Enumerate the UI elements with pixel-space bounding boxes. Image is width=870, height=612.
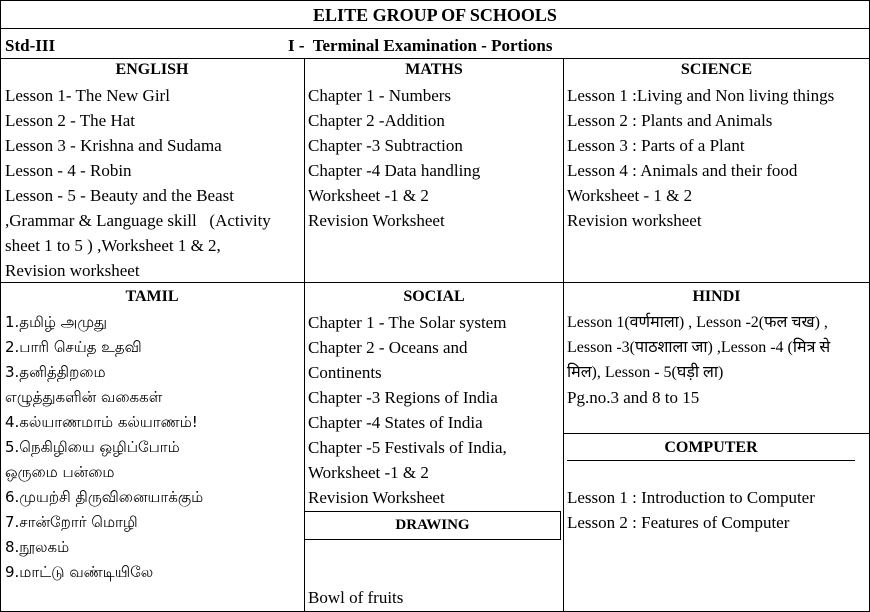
social-heading: SOCIAL: [403, 288, 465, 305]
list-item: 5.நெகிழியை ஒழிப்போம்: [5, 438, 180, 456]
list-item: Lesson 1(वर्णमाला) , Lesson -2(फल चख) ,: [567, 314, 828, 331]
science-list: [567, 83, 834, 233]
list-item: Lesson 1- The New Girl: [5, 86, 170, 105]
list-item: Chapter 1 - Numbers: [308, 86, 452, 105]
science-heading: SCIENCE: [680, 61, 753, 78]
list-item: Lesson - 4 - Robin: [5, 161, 132, 180]
english-list: [5, 83, 271, 283]
list-item: Chapter 2 - Oceans and: [308, 338, 468, 357]
list-item: Lesson 2 : Plants and Animals: [567, 111, 773, 130]
list-item: sheet 1 to 5 ) ,Worksheet 1 & 2,: [5, 236, 221, 255]
list-item: Lesson 1 :Living and Non living things: [567, 86, 835, 105]
rule-top: [0, 0, 870, 1]
list-item: Revision worksheet: [5, 261, 140, 280]
drawing-heading: DRAWING: [395, 517, 470, 533]
exam-title: I - Terminal Examination - Portions: [288, 36, 553, 55]
list-item: Worksheet - 1 & 2: [567, 186, 693, 205]
list-item: Revision Worksheet: [308, 488, 445, 507]
tamil-heading: TAMIL: [125, 288, 179, 305]
std-label: Std-III: [5, 36, 56, 55]
rule-col2: [563, 58, 564, 612]
list-item: Worksheet -1 & 2: [308, 186, 429, 205]
list-item: Continents: [308, 363, 382, 382]
list-item: Lesson 4 : Animals and their food: [567, 161, 798, 180]
list-item: Revision Worksheet: [308, 211, 445, 230]
list-item: 4.கல்யாணமாம் கல்யாணம்!: [5, 413, 198, 431]
tamil-list: [5, 310, 203, 585]
list-item: 2.பாரி செய்த உதவி: [5, 338, 142, 356]
list-item: Lesson 2 - The Hat: [5, 111, 135, 130]
list-item: Worksheet -1 & 2: [308, 463, 429, 482]
list-item: Chapter -4 Data handling: [308, 161, 481, 180]
list-item: Chapter -4 States of India: [308, 413, 483, 432]
list-item: Chapter -3 Regions of India: [308, 388, 498, 407]
list-item: Lesson 3 - Krishna and Sudama: [5, 136, 222, 155]
list-item: ,Grammar & Language skill (Activity: [5, 211, 271, 230]
computer-heading: COMPUTER: [664, 439, 758, 456]
list-item: Lesson 1 : Introduction to Computer: [567, 488, 815, 507]
list-item: 8.நூலகம்: [5, 538, 70, 556]
list-item: Pg.no.3 and 8 to 15: [567, 388, 700, 407]
list-item: Lesson 2 : Features of Computer: [567, 513, 790, 532]
maths-list: [308, 83, 480, 233]
school-name: ELITE GROUP OF SCHOOLS: [313, 5, 557, 25]
drawing-content: Bowl of fruits: [308, 588, 404, 607]
maths-heading: MATHS: [405, 61, 463, 78]
list-item: Revision worksheet: [567, 211, 702, 230]
rule-hindi-computer: [563, 433, 870, 434]
rule-below-school: [0, 28, 870, 29]
list-item: ஒருமை பன்மை: [5, 463, 115, 481]
rule-computer-title: [567, 460, 855, 461]
computer-list: [567, 485, 815, 535]
list-item: Chapter -3 Subtraction: [308, 136, 463, 155]
list-item: 6.முயற்சி திருவினையாக்கும்: [5, 488, 204, 506]
social-list: [308, 310, 507, 510]
list-item: Chapter 2 -Addition: [308, 111, 445, 130]
list-item: எழுத்துகளின் வகைகள்: [5, 388, 163, 406]
list-item: Chapter -5 Festivals of India,: [308, 438, 507, 457]
list-item: Lesson -3(पाठशाला जा) ,Lesson -4 (मित्र से: [567, 339, 831, 356]
drawing-box: [304, 511, 561, 540]
hindi-list: [567, 310, 830, 410]
list-item: 1.தமிழ் அமுது: [5, 313, 108, 331]
list-item: Lesson - 5 - Beauty and the Beast: [5, 186, 234, 205]
list-item: 7.சான்றோர் மொழி: [5, 513, 138, 531]
list-item: मिल), Lesson - 5(घड़ी ला): [567, 364, 724, 381]
english-heading: ENGLISH: [115, 61, 189, 78]
list-item: 3.தனித்திறமை: [5, 363, 106, 381]
hindi-heading: HINDI: [692, 288, 741, 305]
list-item: Lesson 3 : Parts of a Plant: [567, 136, 745, 155]
list-item: Chapter 1 - The Solar system: [308, 313, 507, 332]
list-item: 9.மாட்டு வண்டியிலே: [5, 563, 154, 581]
